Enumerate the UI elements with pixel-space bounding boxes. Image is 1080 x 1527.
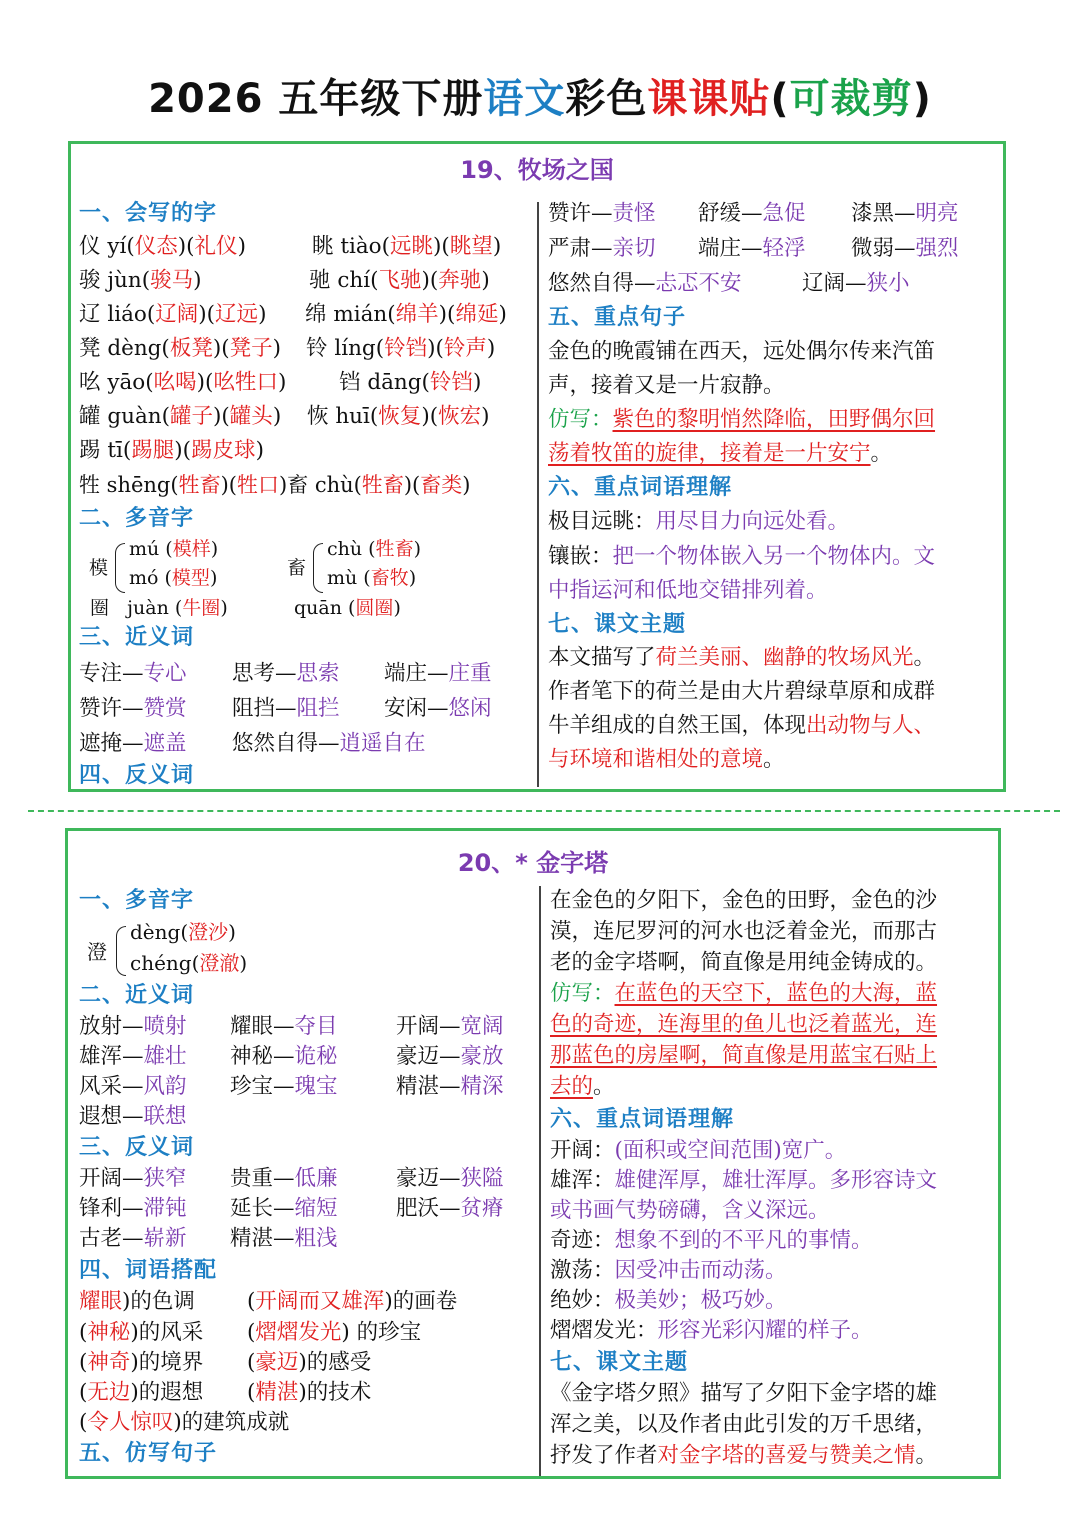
char-row: 恢 huī(恢复)(恢宏) [307,404,490,429]
section-header: 五、重点句子 [548,305,687,330]
collocation-row: 耀眼)的色调 [79,1289,195,1314]
word-pair: 端庄—轻浮 [698,236,806,261]
word-definition: 镶嵌：把一个物体嵌入另一个物体内。文 [548,544,936,569]
page-title [0,68,1080,130]
section-header: 一、多音字 [79,888,195,913]
char-row: 铃 líng(铃铛)(铃声) [306,336,496,361]
word-pair: 锋利—滞钝 [79,1196,187,1221]
char-row: 绵 mián(绵羊)(绵延) [305,302,507,327]
word-definition: 极目远眺：用尽目力向远处看。 [548,509,850,534]
imitation-line: 仿写：在蓝色的天空下，蓝色的大海，蓝 [550,981,938,1006]
section-header: 六、重点词语理解 [548,475,733,500]
collocation-row: (神奇)的境界 [79,1350,204,1375]
word-pair: 悠然自得—忐忑不安 [548,271,742,296]
word-pair: 安闲—悠闲 [384,696,492,721]
word-pair: 耀眼—夺目 [230,1014,338,1039]
word-pair: 放射—喷射 [79,1014,187,1039]
word-definition: 激荡：因受冲击而动荡。 [550,1258,787,1283]
word-pair: 风采—风韵 [79,1074,187,1099]
left-column [79,886,534,1476]
section-header: 三、反义词 [79,1135,195,1160]
char-row: 骏 jùn(骏马) [79,268,202,293]
word-pair: 微弱—强烈 [851,236,959,261]
word-definition: 中指运河和低地交错排列着。 [548,578,828,603]
word-pair: 古老—崭新 [79,1226,187,1251]
section-header: 二、多音字 [79,506,195,531]
word-definition: 绝妙：极美妙；极巧妙。 [550,1288,787,1313]
sentence-line: 金色的晚霞铺在西天，远处偶尔传来汽笛 [548,339,936,364]
sentence-line: 声，接着又是一片寂静。 [548,373,785,398]
collocation-row: (开阔而又雄浑)的画卷 [247,1289,458,1314]
title-year: 2026 [148,76,279,122]
word-pair: 漆黑—明亮 [851,201,959,226]
polyphone-option: chù (牲畜) [327,538,422,560]
section-header: 七、课文主题 [548,612,687,637]
lesson-title: 19、牧场之国 [460,156,614,184]
section-header: 六、重点词语理解 [550,1107,735,1132]
word-pair: 肥沃—贫瘠 [396,1196,504,1221]
title-note: 可裁剪 [789,76,913,122]
char-row: 辽 liáo(辽阔)(辽远) [79,302,267,327]
word-pair: 阻挡—阻拦 [232,696,340,721]
column-divider [539,886,541,1476]
polyphone-block [87,920,387,984]
lesson-card-20 [65,828,1001,1479]
collocation-row: (神秘)的风采 [79,1320,204,1345]
column-divider [537,202,539,787]
section-header: 三、近义词 [79,625,195,650]
polyphone-block [87,539,537,629]
section-header: 五、仿写句子 [79,1441,218,1466]
polyphone-char: 模 [89,557,109,579]
word-pair: 神秘—诡秘 [230,1044,338,1069]
word-pair: 端庄—庄重 [384,661,492,686]
char-row: 踢 tī(踢腿)(踢皮球) [79,438,264,463]
sentence-line: 老的金字塔啊，简直像是用纯金铸成的。 [550,950,938,975]
char-row: 吆 yāo(吆喝)(吆牲口) [79,370,287,395]
section-header: 二、近义词 [79,983,195,1008]
title-paren-open: ( [770,76,790,122]
sentence-line: 漠，连尼罗河的河水也泛着金光，而那古 [550,919,938,944]
word-pair: 开阔—狭窄 [79,1166,187,1191]
theme-line: 本文描写了荷兰美丽、幽静的牧场风光。 [548,645,936,670]
theme-line: 牛羊组成的自然王国，体现出动物与人、 [548,713,936,738]
word-pair: 开阔—宽阔 [396,1014,504,1039]
theme-line: 抒发了作者对金字塔的喜爱与赞美之情。 [550,1443,938,1468]
left-column [79,199,534,789]
section-header: 一、会写的字 [79,201,218,226]
polyphone-option: quān (圆圈) [294,597,401,619]
word-definition: 奇迹：想象不到的不平凡的事情。 [550,1228,873,1253]
word-definition: 或书画气势磅礴，含义深远。 [550,1198,830,1223]
section-header: 七、课文主题 [550,1350,689,1375]
word-pair: 遮掩—遮盖 [79,731,187,756]
section-header: 四、词语搭配 [79,1258,218,1283]
word-pair: 辽阔—狭小 [802,271,910,296]
word-pair: 豪迈—狭隘 [396,1166,504,1191]
polyphone-option: 圈 juàn (牛圈) [90,597,228,619]
collocation-row: (熠熠发光) 的珍宝 [247,1320,422,1345]
word-pair: 延长—缩短 [230,1196,338,1221]
polyphone-char: 畜 [287,557,307,579]
collocation-row: (精湛)的技术 [247,1380,372,1405]
word-pair: 赞许—责怪 [548,201,656,226]
title-brand: 课课贴 [647,76,771,122]
theme-line: 与环境和谐相处的意境。 [548,747,785,772]
title-grade: 五年级下册 [278,76,484,122]
title-color-word: 彩色 [565,76,648,122]
polyphone-option: mù (畜牧) [327,567,417,589]
lesson-title: 20、* 金字塔 [457,849,609,877]
word-pair: 精湛—精深 [396,1074,504,1099]
sentence-line: 在金色的夕阳下，金色的田野，金色的沙 [550,888,938,913]
section-header: 四、反义词 [79,763,195,788]
theme-line: 作者笔下的荷兰是由大片碧绿草原和成群 [548,679,936,704]
word-pair: 专注—专心 [79,661,187,686]
word-pair: 贵重—低廉 [230,1166,338,1191]
word-definition: 熠熠发光：形容光彩闪耀的样子。 [550,1318,873,1343]
title-paren-close: ) [912,76,932,122]
polyphone-option: mú (模样) [129,538,219,560]
word-pair: 严肃—亲切 [548,236,656,261]
char-row: 驰 chí(飞驰)(奔驰) [309,268,490,293]
polyphone-option: chéng(澄澈) [130,951,248,975]
word-pair: 思考—思索 [232,661,340,686]
word-pair: 赞许—赞赏 [79,696,187,721]
imitation-line: 去的。 [550,1074,615,1099]
word-pair: 精湛—粗浅 [230,1226,338,1251]
brace [115,543,125,593]
char-row: 牲 shēng(牲畜)(牲口)畜 chù(牲畜)(畜类) [79,473,471,497]
polyphone-char: 澄 [87,940,107,964]
brace [116,926,126,976]
char-row: 眺 tiào(远眺)(眺望) [312,234,502,259]
lesson-card-19 [68,141,1006,792]
theme-line: 《金字塔夕照》描写了夕阳下金字塔的雄 [550,1381,938,1406]
collocation-row: (令人惊叹)的建筑成就 [79,1410,290,1435]
imitation-line: 荡着牧笛的旋律，接着是一片安宁。 [548,441,893,466]
word-pair: 豪迈—豪放 [396,1044,504,1069]
word-definition: 开阔：(面积或空间范围)宽广。 [550,1138,847,1163]
right-column [548,199,1003,789]
word-pair: 珍宝—瑰宝 [230,1074,338,1099]
imitation-line: 色的奇迹，连海里的鱼儿也泛着蓝光，连 [550,1012,938,1037]
word-pair: 遐想—联想 [79,1104,187,1129]
cut-line [28,810,1060,812]
theme-line: 浑之美，以及作者由此引发的万千思绪， [550,1412,938,1437]
right-column [550,886,1000,1476]
char-row: 铛 dāng(铃铛) [339,370,482,395]
brace [313,543,323,593]
collocation-row: (无边)的遐想 [79,1380,204,1405]
char-row: 罐 guàn(罐子)(罐头) [79,404,282,429]
word-pair: 雄浑—雄壮 [79,1044,187,1069]
polyphone-option: mó (模型) [129,567,218,589]
word-pair: 舒缓—急促 [698,201,806,226]
imitation-line: 那蓝色的房屋啊，简直像是用蓝宝石贴上 [550,1043,938,1068]
char-row: 凳 dèng(板凳)(凳子) [79,336,282,361]
title-subject: 语文 [483,76,566,122]
char-row: 仪 yí(仪态)(礼仪) [79,234,246,259]
imitation-line: 仿写：紫色的黎明悄然降临，田野偶尔回 [548,407,936,432]
polyphone-option: dèng(澄沙) [130,920,236,944]
word-pair: 悠然自得—逍遥自在 [232,731,426,756]
collocation-row: (豪迈)的感受 [247,1350,372,1375]
word-definition: 雄浑：雄健浑厚，雄壮浑厚。多形容诗文 [550,1168,938,1193]
